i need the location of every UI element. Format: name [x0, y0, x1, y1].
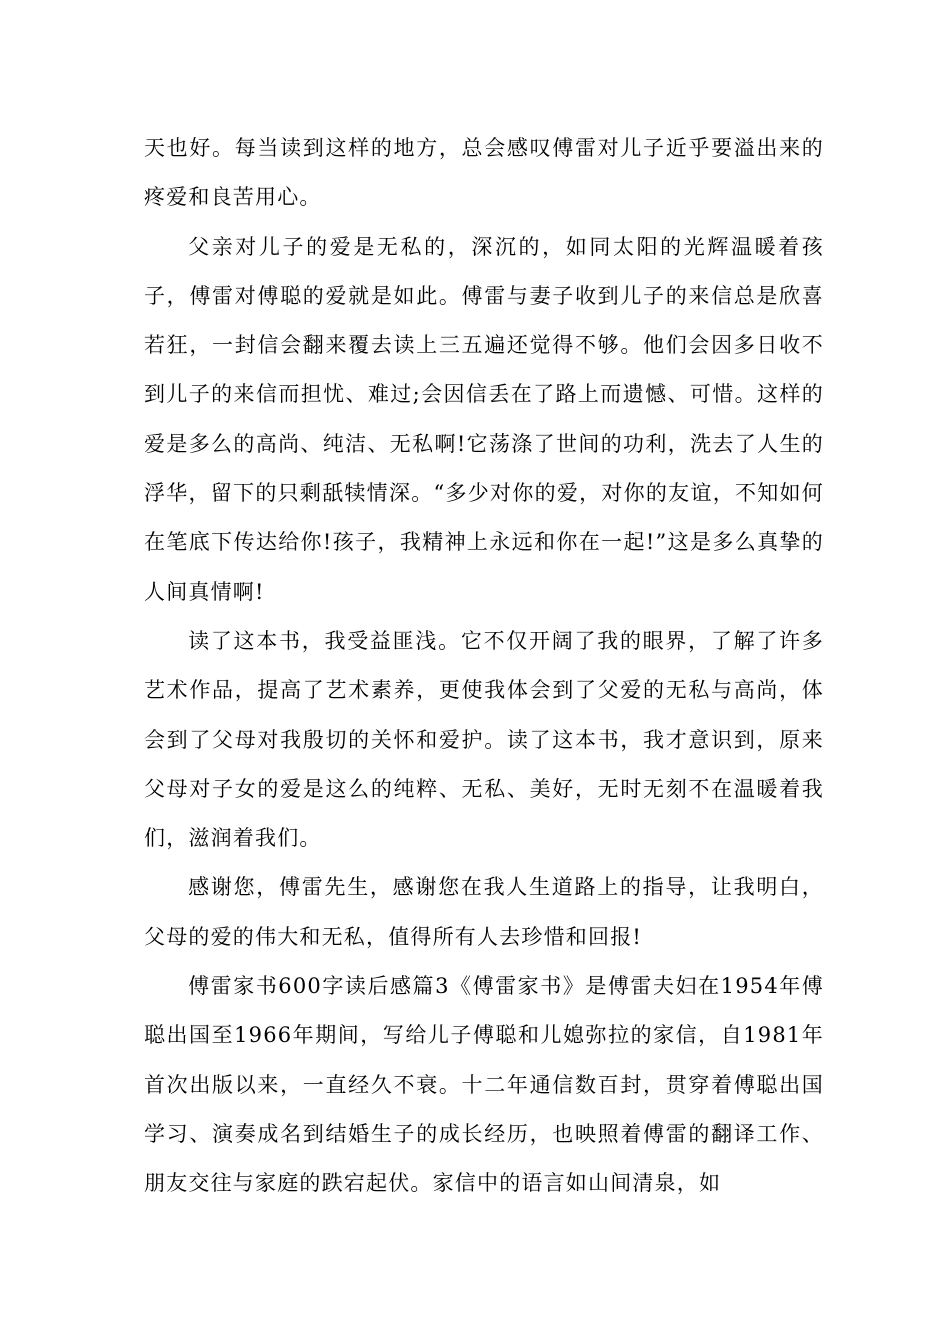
paragraph: 读了这本书，我受益匪浅。它不仅开阔了我的眼界，了解了许多艺术作品，提高了艺术素养，更使我体会到了父爱的无私与高尚，体会到了父母对我殷切的关怀和爱护。读了这本书，我才意识到，原来父母对子女的爱是这么的纯粹、无私、美好，无时无刻不在温暖着我们，滋润着我们。 [144, 628, 824, 851]
paragraph: 父亲对儿子的爱是无私的，深沉的，如同太阳的光辉温暖着孩子，傅雷对傅聪的爱就是如此。傅雷与妻子收到儿子的来信总是欣喜若狂，一封信会翻来覆去读上三五遍还觉得不够。他们会因多日收不到儿子的来信而担忧、难过;会因信丢在了路上而遗憾、可惜。这样的爱是多么的高尚、纯洁、无私啊!它荡涤了世间的功利，洗去了人生的浮华，留下的只剩舐犊情深。“多少对你的爱，对你的友谊，不知如何在笔底下传达给你!孩子，我精神上永远和你在一起!”这是多么真挚的人间真情啊! [144, 234, 824, 604]
paragraph: 感谢您，傅雷先生，感谢您在我人生道路上的指导，让我明白，父母的爱的伟大和无私，值得所有人去珍惜和回报! [144, 875, 824, 949]
paragraph: 傅雷家书600字读后感篇3《傅雷家书》是傅雷夫妇在1954年傅聪出国至1966年期间，写给儿子傅聪和儿媳弥拉的家信，自1981年首次出版以来，一直经久不衰。十二年通信数百封，贯穿着傅聪出国学习、演奏成名到结婚生子的成长经历，也映照着傅雷的翻译工作、朋友交往与家庭的跌宕起伏。家信中的语言如山间清泉，如 [144, 974, 824, 1196]
paragraph-continued: 天也好。每当读到这样的地方，总会感叹傅雷对儿子近乎要溢出来的疼爱和良苦用心。 [144, 136, 824, 210]
document-body [144, 124, 824, 1209]
